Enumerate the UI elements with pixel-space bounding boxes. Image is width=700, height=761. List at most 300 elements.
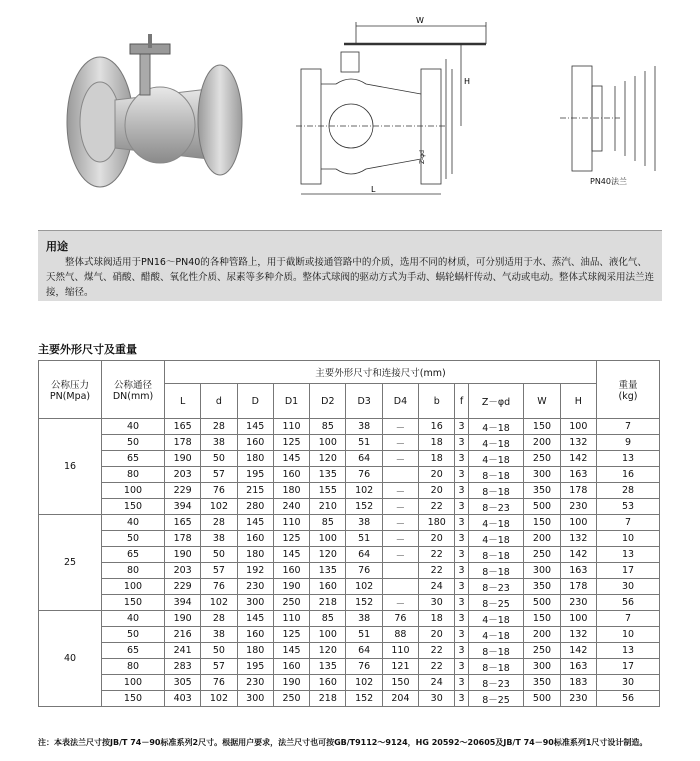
table-cell: 195: [237, 659, 273, 675]
table-cell: 125: [273, 531, 309, 547]
table-cell: 160: [310, 579, 346, 595]
dim-h: H: [464, 77, 471, 86]
table-cell: 142: [560, 643, 596, 659]
column-header: D2: [310, 384, 346, 419]
table-cell: 160: [237, 531, 273, 547]
table-cell: 300: [524, 467, 560, 483]
table-cell: 100: [560, 515, 596, 531]
table-cell: 102: [346, 483, 382, 499]
table-cell: 300: [524, 659, 560, 675]
table-cell: 192: [237, 563, 273, 579]
table-cell: 150: [102, 499, 165, 515]
table-cell: 3: [455, 579, 468, 595]
table-cell: 100: [560, 419, 596, 435]
table-cell: 190: [165, 451, 201, 467]
table-cell: 500: [524, 499, 560, 515]
table-cell: 17: [597, 563, 660, 579]
table-cell: 3: [455, 659, 468, 675]
table-cell: [382, 563, 418, 579]
table-cell: 190: [165, 547, 201, 563]
header-dn: [102, 361, 165, 419]
table-cell: 150: [524, 611, 560, 627]
table-cell: 64: [346, 451, 382, 467]
header-weight-text: 重量 (kg): [618, 380, 638, 402]
pressure-cell: 40: [39, 611, 102, 707]
table-cell: 163: [560, 563, 596, 579]
footnote: 注：本表法兰尺寸按JB/T 74－90标准系列2尺寸。根据用户要求，法兰尺寸也可按GB/T9112～9124，HG 20592～20605及JB/T 74－90标准系列1尺寸设计制造。: [38, 738, 648, 747]
table-cell: －: [382, 515, 418, 531]
table-cell: 230: [237, 579, 273, 595]
table-cell: 38: [346, 419, 382, 435]
table-cell: 24: [419, 579, 455, 595]
table-cell: 40: [102, 611, 165, 627]
table-cell: 3: [455, 691, 468, 707]
table-cell: 3: [455, 499, 468, 515]
table-cell: 178: [165, 531, 201, 547]
table-row: [39, 611, 660, 627]
table-cell: 40: [102, 419, 165, 435]
table-cell: 110: [273, 611, 309, 627]
table-cell: 100: [102, 483, 165, 499]
table-cell: 20: [419, 467, 455, 483]
table-cell: 57: [201, 563, 237, 579]
table-cell: 51: [346, 627, 382, 643]
pressure-cell: 25: [39, 515, 102, 611]
table-row: [39, 435, 660, 451]
table-cell: 230: [237, 675, 273, 691]
table-cell: 145: [237, 419, 273, 435]
table-row: [39, 675, 660, 691]
table-cell: 110: [273, 515, 309, 531]
table-cell: 22: [419, 563, 455, 579]
table-cell: 152: [346, 499, 382, 515]
table-row: [39, 579, 660, 595]
table-cell: 4－18: [468, 627, 524, 643]
table-cell: 160: [273, 467, 309, 483]
table-cell: 22: [419, 643, 455, 659]
column-header: H: [560, 384, 596, 419]
usage-box: [38, 230, 662, 301]
table-cell: 150: [524, 515, 560, 531]
usage-title: 用途: [46, 240, 68, 253]
table-cell: 85: [310, 419, 346, 435]
table-cell: 218: [310, 595, 346, 611]
table-cell: 10: [597, 627, 660, 643]
table-cell: 152: [346, 595, 382, 611]
table-cell: 16: [597, 467, 660, 483]
table-cell: 180: [273, 483, 309, 499]
table-row: [39, 643, 660, 659]
table-cell: 100: [560, 611, 596, 627]
table-cell: 80: [102, 467, 165, 483]
table-cell: 40: [102, 515, 165, 531]
table-cell: 100: [310, 531, 346, 547]
table-cell: 57: [201, 467, 237, 483]
table-cell: 250: [524, 451, 560, 467]
column-header: d: [201, 384, 237, 419]
table-cell: 30: [419, 691, 455, 707]
table-cell: 28: [201, 419, 237, 435]
table-cell: 85: [310, 515, 346, 531]
table-cell: 218: [310, 691, 346, 707]
table-cell: 121: [382, 659, 418, 675]
header-dn-text: 公称通径 DN(mm): [112, 380, 154, 402]
table-cell: 145: [273, 547, 309, 563]
table-cell: 13: [597, 451, 660, 467]
table-cell: 110: [273, 419, 309, 435]
table-cell: 195: [237, 467, 273, 483]
table-cell: 200: [524, 531, 560, 547]
table-cell: 190: [165, 611, 201, 627]
table-cell: 85: [310, 611, 346, 627]
table-cell: 165: [165, 419, 201, 435]
table-cell: 163: [560, 659, 596, 675]
table-cell: 64: [346, 643, 382, 659]
table-cell: 150: [524, 419, 560, 435]
table-cell: 300: [237, 595, 273, 611]
table-cell: 3: [455, 643, 468, 659]
table-cell: 102: [346, 579, 382, 595]
column-header: D1: [273, 384, 309, 419]
dim-l: L: [371, 185, 376, 194]
table-cell: 13: [597, 643, 660, 659]
table-cell: －: [382, 451, 418, 467]
table-row: [39, 691, 660, 707]
column-header: Z－φd: [468, 384, 524, 419]
table-cell: 20: [419, 627, 455, 643]
table-cell: 38: [346, 611, 382, 627]
table-cell: 20: [419, 483, 455, 499]
table-cell: 200: [524, 435, 560, 451]
table-cell: 3: [455, 451, 468, 467]
dim-z: Z-φd: [419, 150, 426, 164]
table-cell: 230: [560, 595, 596, 611]
table-cell: 100: [310, 627, 346, 643]
table-cell: 180: [419, 515, 455, 531]
table-cell: 120: [310, 547, 346, 563]
pressure-cell: 16: [39, 419, 102, 515]
table-cell: 178: [165, 435, 201, 451]
table-cell: －: [382, 595, 418, 611]
table-cell: 64: [346, 547, 382, 563]
table-cell: 38: [346, 515, 382, 531]
table-cell: [382, 467, 418, 483]
table-cell: 102: [201, 499, 237, 515]
table-cell: 250: [273, 595, 309, 611]
table-cell: 76: [201, 579, 237, 595]
table-cell: 50: [102, 627, 165, 643]
table-cell: 8－23: [468, 499, 524, 515]
table-cell: 403: [165, 691, 201, 707]
header-pn: [39, 361, 102, 419]
table-cell: 4－18: [468, 515, 524, 531]
table-cell: 18: [419, 451, 455, 467]
table-cell: 132: [560, 627, 596, 643]
table-cell: 135: [310, 467, 346, 483]
table-cell: 250: [524, 547, 560, 563]
table-cell: 180: [237, 643, 273, 659]
table-cell: 30: [597, 579, 660, 595]
table-cell: 8－25: [468, 691, 524, 707]
table-cell: 8－25: [468, 595, 524, 611]
table-cell: 210: [310, 499, 346, 515]
table-cell: 3: [455, 595, 468, 611]
table-cell: 305: [165, 675, 201, 691]
column-header: D3: [346, 384, 382, 419]
table-cell: 150: [102, 595, 165, 611]
dim-w: W: [416, 16, 424, 25]
table-cell: 230: [560, 499, 596, 515]
table-cell: 190: [273, 675, 309, 691]
table-cell: 160: [273, 659, 309, 675]
table-cell: 9: [597, 435, 660, 451]
table-cell: 50: [201, 451, 237, 467]
table-cell: 17: [597, 659, 660, 675]
table-row: [39, 483, 660, 499]
table-row: [39, 467, 660, 483]
table-cell: 65: [102, 547, 165, 563]
column-header: L: [165, 384, 201, 419]
table-cell: 230: [560, 691, 596, 707]
header-weight: [597, 361, 660, 419]
table-cell: 229: [165, 483, 201, 499]
table-cell: 3: [455, 515, 468, 531]
table-cell: 280: [237, 499, 273, 515]
table-cell: 4－18: [468, 611, 524, 627]
table-cell: 100: [310, 435, 346, 451]
table-cell: 102: [346, 675, 382, 691]
table-cell: 8－23: [468, 675, 524, 691]
table-cell: 160: [273, 563, 309, 579]
table-cell: 120: [310, 643, 346, 659]
table-cell: 250: [273, 691, 309, 707]
table-cell: 53: [597, 499, 660, 515]
column-header: b: [419, 384, 455, 419]
column-header: D: [237, 384, 273, 419]
table-cell: －: [382, 547, 418, 563]
table-row: [39, 627, 660, 643]
table-row: [39, 531, 660, 547]
table-cell: 8－18: [468, 643, 524, 659]
table-cell: 120: [310, 451, 346, 467]
table-cell: 3: [455, 675, 468, 691]
table-cell: 102: [201, 691, 237, 707]
table-cell: 56: [597, 595, 660, 611]
table-cell: 241: [165, 643, 201, 659]
table-cell: 160: [237, 435, 273, 451]
table-cell: 216: [165, 627, 201, 643]
table-row: [39, 563, 660, 579]
table-cell: 203: [165, 467, 201, 483]
table-cell: 3: [455, 483, 468, 499]
table-cell: 300: [524, 563, 560, 579]
table-cell: 145: [237, 611, 273, 627]
table-cell: 132: [560, 435, 596, 451]
table-row: [39, 659, 660, 675]
table-cell: 38: [201, 627, 237, 643]
table-cell: 30: [597, 675, 660, 691]
table-cell: 190: [273, 579, 309, 595]
table-cell: 76: [201, 675, 237, 691]
table-cell: 178: [560, 483, 596, 499]
table-cell: 394: [165, 499, 201, 515]
column-header: W: [524, 384, 560, 419]
table-cell: 50: [102, 435, 165, 451]
table-row: [39, 499, 660, 515]
table-cell: 4－18: [468, 451, 524, 467]
table-cell: 57: [201, 659, 237, 675]
dimension-table: [38, 360, 660, 707]
table-cell: 28: [201, 515, 237, 531]
table-cell: 76: [346, 467, 382, 483]
table-row: [39, 515, 660, 531]
table-cell: 350: [524, 675, 560, 691]
table-cell: 160: [237, 627, 273, 643]
table-cell: 18: [419, 611, 455, 627]
table-cell: 7: [597, 515, 660, 531]
table-cell: 88: [382, 627, 418, 643]
table-cell: 4－18: [468, 419, 524, 435]
table-cell: 76: [382, 611, 418, 627]
table-cell: 3: [455, 467, 468, 483]
table-row: [39, 547, 660, 563]
table-cell: 8－18: [468, 563, 524, 579]
table-cell: 3: [455, 611, 468, 627]
table-cell: －: [382, 419, 418, 435]
table-cell: 350: [524, 579, 560, 595]
table-cell: 24: [419, 675, 455, 691]
table-cell: 50: [201, 547, 237, 563]
table-cell: 76: [201, 483, 237, 499]
table-cell: 50: [201, 643, 237, 659]
column-header: f: [455, 384, 468, 419]
table-cell: 20: [419, 531, 455, 547]
table-cell: 180: [237, 547, 273, 563]
table-cell: 18: [419, 435, 455, 451]
ball-valve-photo: [60, 30, 250, 200]
table-cell: 38: [201, 435, 237, 451]
table-cell: 250: [524, 643, 560, 659]
header-pn-text: 公称压力 PN(Mpa): [49, 380, 91, 402]
table-cell: 183: [560, 675, 596, 691]
table-cell: 152: [346, 691, 382, 707]
table-cell: 3: [455, 563, 468, 579]
table-cell: 142: [560, 547, 596, 563]
table-cell: －: [382, 483, 418, 499]
table-cell: 110: [382, 643, 418, 659]
table-cell: 125: [273, 627, 309, 643]
table-cell: 142: [560, 451, 596, 467]
table-row: [39, 419, 660, 435]
table-cell: 3: [455, 435, 468, 451]
table-cell: 102: [201, 595, 237, 611]
table-cell: 394: [165, 595, 201, 611]
table-cell: 8－18: [468, 483, 524, 499]
table-cell: 30: [419, 595, 455, 611]
table-cell: 125: [273, 435, 309, 451]
table-cell: 100: [102, 675, 165, 691]
table-cell: 204: [382, 691, 418, 707]
table-cell: 76: [346, 563, 382, 579]
table-cell: 4－18: [468, 435, 524, 451]
table-cell: －: [382, 499, 418, 515]
table-cell: 3: [455, 627, 468, 643]
table-cell: 4－18: [468, 531, 524, 547]
table-cell: 165: [165, 515, 201, 531]
table-row: [39, 595, 660, 611]
table-cell: 215: [237, 483, 273, 499]
section-title: 主要外形尺寸及重量: [38, 343, 137, 356]
table-cell: 203: [165, 563, 201, 579]
table-cell: 150: [382, 675, 418, 691]
table-cell: －: [382, 531, 418, 547]
table-cell: 132: [560, 531, 596, 547]
table-cell: 3: [455, 419, 468, 435]
table-cell: 145: [273, 643, 309, 659]
table-cell: 283: [165, 659, 201, 675]
table-cell: 28: [201, 611, 237, 627]
table-cell: 65: [102, 451, 165, 467]
table-cell: [382, 579, 418, 595]
pn40-flange-label: PN40法兰: [590, 177, 627, 186]
table-cell: 51: [346, 531, 382, 547]
table-cell: 56: [597, 691, 660, 707]
table-cell: 80: [102, 659, 165, 675]
table-cell: 155: [310, 483, 346, 499]
table-cell: 22: [419, 659, 455, 675]
table-cell: 7: [597, 611, 660, 627]
table-cell: 240: [273, 499, 309, 515]
valve-section-drawing: [296, 14, 546, 204]
table-cell: 8－18: [468, 547, 524, 563]
table-cell: 38: [201, 531, 237, 547]
table-cell: 10: [597, 531, 660, 547]
table-row: [39, 451, 660, 467]
table-cell: 22: [419, 547, 455, 563]
table-cell: 135: [310, 659, 346, 675]
table-cell: 3: [455, 547, 468, 563]
table-cell: 180: [237, 451, 273, 467]
table-cell: 300: [237, 691, 273, 707]
table-cell: 16: [419, 419, 455, 435]
table-cell: 100: [102, 579, 165, 595]
table-cell: 50: [102, 531, 165, 547]
table-cell: 500: [524, 691, 560, 707]
table-cell: 160: [310, 675, 346, 691]
table-cell: 3: [455, 531, 468, 547]
table-cell: 13: [597, 547, 660, 563]
table-cell: 65: [102, 643, 165, 659]
table-cell: 8－23: [468, 579, 524, 595]
table-cell: 150: [102, 691, 165, 707]
table-cell: 145: [237, 515, 273, 531]
table-cell: －: [382, 435, 418, 451]
table-cell: 200: [524, 627, 560, 643]
table-cell: 8－18: [468, 467, 524, 483]
table-cell: 80: [102, 563, 165, 579]
column-header: D4: [382, 384, 418, 419]
table-cell: 76: [346, 659, 382, 675]
table-cell: 178: [560, 579, 596, 595]
table-cell: 51: [346, 435, 382, 451]
table-cell: 350: [524, 483, 560, 499]
table-cell: 28: [597, 483, 660, 499]
usage-text: 整体式球阀适用于PN16～PN40的各种管路上，用于截断或接通管路中的介质，选用不同的材质，可分别适用于水、蒸汽、油品、液化气、天然气、煤气、硝酸、醋酸、氧化性介质、尿素等多种介质。整体式球阀的驱动方式为手动、蜗轮蜗杆传动、气动或电动。整体式球阀采用法兰连接，缩径。: [46, 257, 655, 298]
table-cell: 500: [524, 595, 560, 611]
table-cell: 145: [273, 451, 309, 467]
table-cell: 22: [419, 499, 455, 515]
table-body: [39, 419, 660, 707]
